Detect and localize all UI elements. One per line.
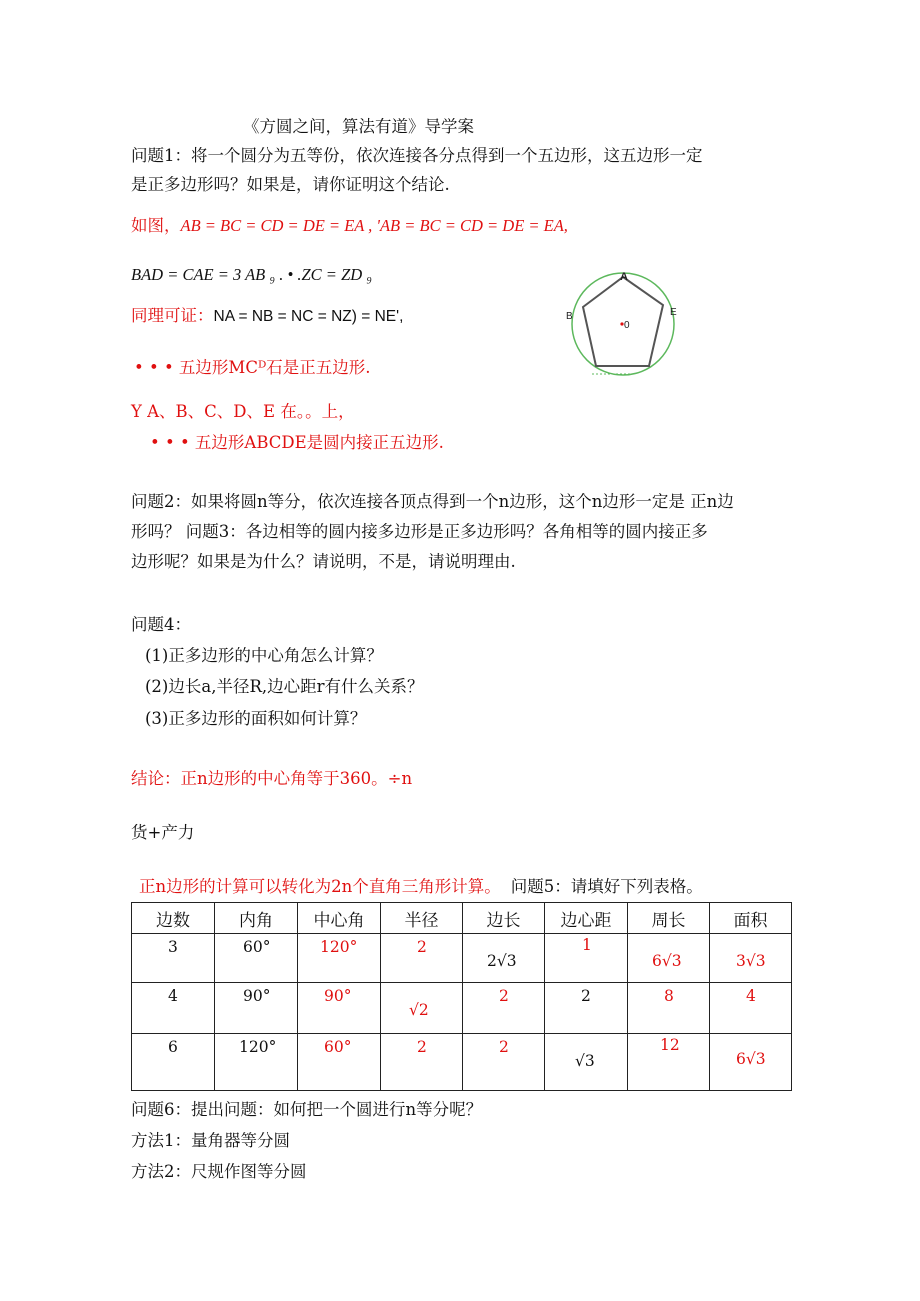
cell-value: 120° [239, 1038, 277, 1056]
proof-line-2: BAD = CAE = 3 AB ₉ . • .ZC = ZD ₉ [131, 265, 373, 284]
pentagon-figure [560, 264, 690, 380]
method-2: 方法2：尺规作图等分圆 [131, 1162, 307, 1181]
q2-line-1: 问题2：如果将圆n等分，依次连接各顶点得到一个n边形，这个n边形一定是 正n边 [131, 492, 734, 511]
cell-value: 2 [499, 987, 509, 1005]
method-1: 方法1：量角器等分圆 [131, 1131, 290, 1150]
proof-line-1 [131, 215, 568, 237]
label-o: 0 [624, 320, 630, 331]
q4-item-3: (3)正多边形的面积如何计算？ [145, 709, 367, 728]
q4-heading: 问题4： [131, 615, 191, 634]
cell-value: 60° [324, 1038, 352, 1056]
table-row [132, 983, 792, 1034]
q4-item-1: (1)正多边形的中心角怎么计算？ [145, 646, 383, 665]
inscribed-pentagon [583, 277, 663, 366]
table-header-row [132, 903, 792, 934]
header-side-length: 边长 [463, 903, 545, 934]
header-area: 面积 [710, 903, 792, 934]
q1-line-1: 问题1：将一个圆分为五等份，依次连接各分点得到一个五边形，这五边形一定 [131, 146, 703, 165]
header-perimeter: 周长 [628, 903, 710, 934]
header-central-angle: 中心角 [298, 903, 381, 934]
proof-line-6: • • • 五边形ABCDE是圆内接正五边形. [150, 433, 444, 452]
calc-note: 正n边形的计算可以转化为2n个直角三角形计算。 [139, 877, 501, 896]
cell-value: 2√3 [487, 952, 517, 970]
cell-value: 90° [324, 987, 352, 1005]
proof-line-4: • • • 五边形MCᴰ石是正五边形. [134, 358, 371, 377]
header-radius: 半径 [381, 903, 463, 934]
q2-line-2: 形吗？ 问题3：各边相等的圆内接多边形是正多边形吗？各角相等的圆内接正多 [131, 522, 708, 541]
q5-prompt: 问题5：请填好下列表格。 [510, 877, 703, 896]
proof-same-reason: 同理可证： [131, 306, 214, 325]
q4-item-2: (2)边长a,半径R,边心距r有什么关系？ [145, 677, 424, 696]
header-apothem: 边心距 [545, 903, 628, 934]
label-e: E [670, 307, 677, 318]
conclusion: 结论：正n边形的中心角等于360。÷n [131, 769, 413, 788]
cell-value: 90° [243, 987, 271, 1005]
header-interior-angle: 内角 [215, 903, 298, 934]
page-title: 《方圆之间，算法有道》导学案 [243, 117, 474, 136]
proof-equation-1: AB = BC = CD = DE = EA , 'AB = BC = CD = DE = EA, [180, 216, 568, 235]
header-sides: 边数 [132, 903, 215, 934]
cell-value: 1 [582, 936, 592, 954]
proof-equation-3: NA = NB = NC = NZ) = NE', [213, 308, 404, 325]
q2-line-3: 边形呢？如果是为什么？请说明，不是，请说明理由. [131, 552, 516, 571]
cell-value: √3 [575, 1052, 595, 1070]
q6-line: 问题6：提出问题：如何把一个圆进行n等分呢？ [131, 1100, 483, 1119]
polygon-table [131, 902, 792, 1091]
cell-value: 12 [660, 1036, 680, 1054]
cell-value: 120° [320, 938, 358, 956]
cell-value: 2 [499, 1038, 509, 1056]
cell-value: √2 [409, 1001, 429, 1019]
cell-value: 2 [417, 938, 427, 956]
table-row [132, 1034, 792, 1091]
handwritten-note: 货+产力 [131, 823, 195, 842]
label-a: A [620, 271, 628, 283]
proof-line-5: Y A、B、C、D、E 在。。上， [131, 402, 355, 421]
proof-line-3 [131, 305, 403, 328]
calc-line [139, 876, 703, 898]
label-b: B [566, 311, 573, 322]
cell-value: 4 [746, 987, 756, 1005]
cell-value: 4 [168, 987, 178, 1005]
proof-prefix: 如图， [131, 216, 181, 235]
cell-value: 6√3 [736, 1050, 766, 1068]
cell-value: 60° [243, 938, 271, 956]
cell-value: 6√3 [652, 952, 682, 970]
q1-line-2: 是正多边形吗？如果是，请你证明这个结论. [131, 175, 450, 194]
cell-value: 6 [168, 1038, 178, 1056]
cell-value: 8 [664, 987, 674, 1005]
cell-value: 2 [581, 987, 591, 1005]
cell-value: 3√3 [736, 952, 766, 970]
table-row [132, 934, 792, 983]
cell-value: 3 [168, 938, 178, 956]
cell-value: 2 [417, 1038, 427, 1056]
